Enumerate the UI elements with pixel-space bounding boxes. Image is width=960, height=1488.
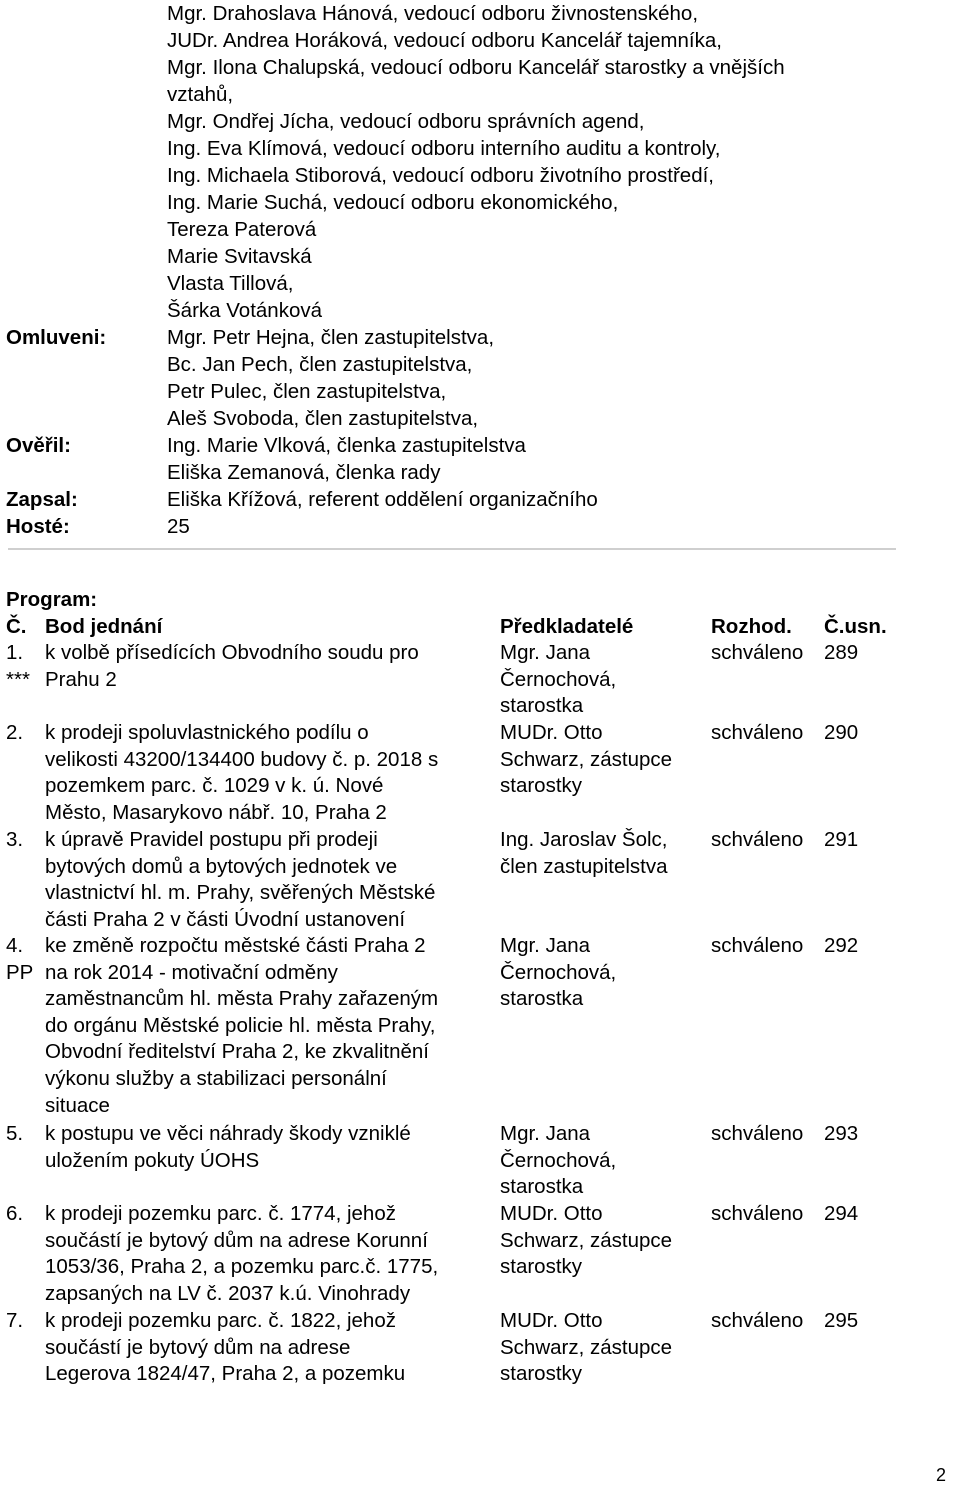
item-resolution: 295 (824, 1309, 859, 1332)
item-presenter: Mgr. Jana Černochová, starostka (500, 1122, 617, 1199)
header-num: Č. (6, 615, 27, 638)
item-decision: schváleno (711, 1122, 804, 1145)
document-page: Mgr. Drahoslava Hánová, vedoucí odboru živnostenského, JUDr. Andrea Horáková, vedoucí odboru Kancelář tajemníka, Mgr. Ilona Chalupská, vedoucí odboru Kancelář starostky a vnějších vztahů, Mgr. Ondřej Jícha, vedoucí odboru správních agend, Ing. Eva Klímová, vedoucí odboru interního auditu a kontroly, Ing. Michaela Stiborová, vedoucí odboru životního prostředí, Ing. Marie Suchá, vedoucí odboru ekonomického, Tereza Paterová Marie Svitavská Vlasta Tillová, Šárka Votánková Omluveni: Mgr. Petr Hejna, člen zastupitelstva, Bc. Jan Pech, člen zastupitelstva, Petr Pulec, člen zastupitelstva, Aleš Svoboda, člen zastupitelstva, Ověřil: Ing. Marie Vlková, členka zastupitelstva Eliška Zemanová, členka rady Zapsal: Eliška Křížová, referent oddělení organizačního Hosté: 25 Program: Č. Bod jednání Předkladatelé Rozhod. Č.usn. 1. *** k volbě přísedících Obvodního soudu pro Prahu 2 Mgr. Jana Černochová, starostka schváleno 289 2. k prodeji spoluvlastnického podílu o velikosti 43200/134400 budovy č. p. 2018 s pozemkem parc. č. 1029 v k. ú. Nové Město, Masarykovo nábř. 10, Praha 2 MUDr. Otto Schwarz, zástupce starostky schváleno 290 3. k úpravě Pravidel postupu při prodeji bytových domů a bytových jednotek ve vlastnictví hl. m. Prahy, svěřených Městské části Praha 2 v části Úvodní ustanovení Ing. Jaroslav Šolc, člen zastupitelstva schváleno 291 4. PP ke změně rozpočtu městské části Praha 2 na rok 2014 - motivační odměny zaměstnancům hl. města Prahy zařazeným do orgánu Městské policie hl. města Prahy, Obvodní ředitelství Praha 2, ke zkvalitnění výkonu služby a stabilizaci personální situace Mgr. Jana Černochová, starostka schváleno 292 5. k postupu ve věci náhrady škody vzniklé uložením pokuty ÚOHS Mgr. Jana Černochová, starostka schváleno 293 6. k prodeji pozemku parc. č. 1774, jehož součástí je bytový dům na adrese Korunní 1053/36, Praha 2, a pozemku parc.č. 1775, zapsaných na LV č. 2037 k.ú. Vinohrady MUDr. Otto Schwarz, zástupce starostky schváleno 294 7. k prodeji pozemku parc. č. 1822, jehož součástí je bytový dům na adrese Legerova 1824/47, Praha 2, a pozemku MUDr. Otto Schwarz, zástupce starostky schváleno 295 2 (6, 2, 946, 1485)
item-number: 2. (6, 721, 24, 744)
item-number: 3. (6, 828, 24, 851)
item-decision: schváleno (711, 934, 804, 957)
program-title: Program: (6, 588, 98, 611)
item-number: 4. PP (6, 934, 34, 984)
header-resolution: Č.usn. (824, 615, 887, 638)
item-presenter: Mgr. Jana Černochová, starostka (500, 934, 617, 1011)
item-number: 1. *** (6, 641, 30, 691)
item-number: 5. (6, 1122, 24, 1145)
item-decision: schváleno (711, 1309, 804, 1332)
item-title: k prodeji pozemku parc. č. 1822, jehož součástí je bytový dům na adrese Legerova 1824/47, Praha 2, a pozemku (45, 1309, 406, 1386)
item-title: ke změně rozpočtu městské části Praha 2 na rok 2014 - motivační odměny zaměstnancům hl. města Prahy zařazeným do orgánu Městské policie hl. města Prahy, Obvodní ředitelství Praha 2, ke zkvalitnění výkonu služby a stabilizaci personální situace (45, 934, 439, 1117)
item-resolution: 292 (824, 934, 859, 957)
item-resolution: 290 (824, 721, 859, 744)
verified-label: Ověřil: (6, 434, 71, 457)
item-number: 6. (6, 1202, 24, 1225)
item-resolution: 293 (824, 1122, 859, 1145)
item-title: k volbě přísedících Obvodního soudu pro Prahu 2 (45, 641, 419, 691)
item-decision: schváleno (711, 721, 804, 744)
item-number: 7. (6, 1309, 24, 1332)
guests-label: Hosté: (6, 515, 70, 538)
item-resolution: 291 (824, 828, 859, 851)
item-title: k prodeji spoluvlastnického podílu o velikosti 43200/134400 budovy č. p. 2018 s pozemkem parc. č. 1029 v k. ú. Nové Město, Masarykovo nábř. 10, Praha 2 (45, 721, 439, 824)
item-presenter: Mgr. Jana Černochová, starostka (500, 641, 617, 718)
page-number: 2 (935, 1465, 946, 1485)
item-presenter: Ing. Jaroslav Šolc, člen zastupitelstva (500, 828, 668, 878)
item-title: k prodeji pozemku parc. č. 1774, jehož součástí je bytový dům na adrese Korunní 1053/36, Praha 2, a pozemku parc.č. 1775, zapsaných na LV č. 2037 k.ú. Vinohrady (45, 1202, 439, 1305)
item-presenter: MUDr. Otto Schwarz, zástupce starostky (500, 1202, 673, 1279)
item-resolution: 289 (824, 641, 859, 664)
header-decision: Rozhod. (711, 615, 792, 638)
item-title: k úpravě Pravidel postupu při prodeji bytových domů a bytových jednotek ve vlastnictví hl. m. Prahy, svěřených Městské části Praha 2 v části Úvodní ustanovení (45, 828, 436, 931)
item-presenter: MUDr. Otto Schwarz, zástupce starostky (500, 1309, 673, 1386)
item-decision: schváleno (711, 641, 804, 664)
item-presenter: MUDr. Otto Schwarz, zástupce starostky (500, 721, 673, 798)
excused-label: Omluveni: (6, 326, 107, 349)
header-presenter: Předkladatelé (500, 615, 634, 638)
item-title: k postupu ve věci náhrady škody vzniklé uložením pokuty ÚOHS (45, 1122, 411, 1172)
item-decision: schváleno (711, 828, 804, 851)
item-decision: schváleno (711, 1202, 804, 1225)
header-item: Bod jednání (45, 615, 163, 638)
recorded-label: Zapsal: (6, 488, 78, 511)
section-divider (8, 548, 896, 550)
item-resolution: 294 (824, 1202, 859, 1225)
